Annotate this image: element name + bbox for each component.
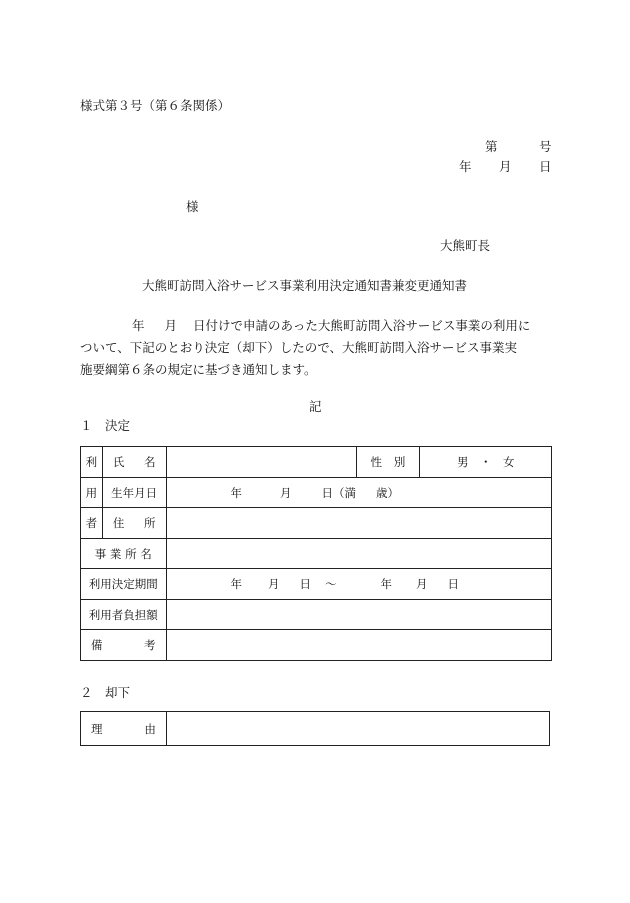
office-field[interactable]	[166, 539, 551, 569]
birth-sai: 歳）	[376, 485, 400, 500]
reason-field[interactable]	[166, 712, 549, 746]
period-nen-2: 年	[380, 577, 393, 591]
sender: 大熊町長	[440, 238, 491, 253]
burden-field[interactable]	[166, 600, 551, 630]
ki-heading: 記	[309, 399, 322, 414]
office-label: 事 業 所 名	[81, 539, 167, 569]
document-title: 大熊町訪問入浴サービス事業利用決定通知書兼変更通知書	[142, 278, 468, 293]
period-tsuki-2: 月	[416, 577, 428, 591]
remarks-field[interactable]	[166, 630, 551, 661]
name-field[interactable]	[166, 447, 356, 478]
name-label	[102, 447, 166, 478]
period-nen-1: 年	[230, 577, 243, 591]
period-field[interactable]	[166, 569, 551, 600]
birth-nen: 年	[230, 485, 243, 500]
decision-table	[80, 446, 552, 661]
period-tsuki-1: 月	[268, 577, 280, 591]
remarks-label-char-2: 考	[144, 638, 156, 652]
gender-value[interactable]: 男 ・ 女	[420, 447, 552, 478]
name-label-char-2: 名	[144, 455, 156, 469]
gender-label-char-2: 別	[393, 455, 406, 469]
body-tsuki: 月	[164, 318, 178, 333]
period-hi-2: 日	[447, 577, 460, 591]
user-group-char-3: 者	[81, 508, 103, 539]
rejection-table	[80, 711, 550, 746]
address-label-char-1: 住	[112, 516, 125, 530]
doc-number-go: 号	[539, 139, 552, 154]
burden-label: 利用者負担額	[81, 600, 167, 630]
body-line-1	[80, 315, 556, 337]
birth-hi: 日（満	[321, 485, 357, 500]
address-field[interactable]	[166, 508, 551, 539]
body-rest: 日付けで申請のあった大熊町訪問入浴サービス事業の利用に	[193, 318, 531, 333]
birth-label: 生年月日	[102, 478, 166, 508]
body-line-3: 施要綱第６条の規定に基づき通知します。	[80, 362, 317, 377]
date-tsuki: 月	[499, 159, 512, 174]
period-kara: ～	[325, 577, 337, 591]
section-1-heading: １ 決定	[80, 418, 131, 433]
addressee-suffix: 様	[186, 199, 199, 214]
gender-label	[356, 447, 420, 478]
reason-label-char-1: 理	[91, 721, 103, 736]
birth-tsuki: 月	[280, 485, 292, 500]
body-nen: 年	[132, 318, 145, 333]
doc-number-dai: 第	[485, 139, 498, 154]
remarks-label	[81, 630, 167, 661]
user-group-char-1: 利	[81, 447, 103, 478]
body-text	[80, 315, 556, 381]
section-2-heading: ２ 却下	[80, 685, 131, 700]
period-hi-1: 日	[299, 577, 312, 591]
user-group-char-2: 用	[81, 478, 103, 508]
body-line-2: ついて、下記のとおり決定（却下）したので、大熊町訪問入浴サービス事業実	[80, 340, 518, 355]
address-label	[102, 508, 166, 539]
birth-field[interactable]	[166, 478, 551, 508]
gender-label-char-1: 性	[370, 455, 382, 469]
address-label-char-2: 所	[144, 516, 156, 530]
period-label: 利用決定期間	[81, 569, 167, 600]
date-nen: 年	[459, 159, 472, 174]
reason-label-char-2: 由	[144, 721, 156, 736]
remarks-label-char-1: 備	[91, 638, 103, 652]
form-id: 様式第３号（第６条関係）	[80, 98, 231, 113]
name-label-char-1: 氏	[112, 455, 125, 469]
reason-label	[81, 712, 167, 746]
date-hi: 日	[539, 159, 552, 174]
